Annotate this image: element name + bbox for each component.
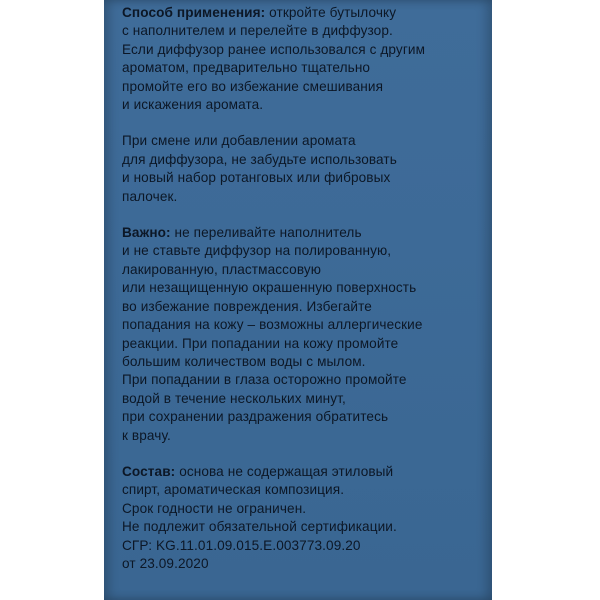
- warning-heading: Важно:: [122, 225, 171, 241]
- text-line: во избежание повреждения. Избегайте: [122, 298, 372, 314]
- text-line: промойте его во избежание смешивания: [122, 78, 384, 94]
- text-line: Способ применения: откройте бутылочку: [122, 5, 397, 20]
- text-line: при сохранении раздражения обратитесь: [122, 409, 389, 425]
- text-line: и новый набор ротанговых или фибровых: [122, 170, 391, 186]
- text-line: Если диффузор ранее использовался с другим: [122, 41, 426, 57]
- text-line: Важно: не переливайте наполнитель: [122, 225, 362, 241]
- text-line: Не подлежит обязательной сертификации.: [122, 519, 397, 535]
- refill-section: [122, 132, 482, 206]
- text-line: водой в течение нескольких минут,: [122, 390, 346, 406]
- text-line: и не ставьте диффузор на полированную,: [122, 243, 392, 259]
- text-line: палочек.: [122, 188, 178, 204]
- text-line: Срок годности не ограничен.: [122, 500, 307, 516]
- text-line: к врачу.: [122, 427, 171, 443]
- text-line: Состав: основа не содержащая этиловый: [122, 463, 394, 479]
- text-line: лакированную, пластмассовую: [122, 261, 322, 277]
- registration-date: от 23.09.2020: [122, 555, 209, 571]
- composition-heading: Состав:: [122, 463, 176, 479]
- warning-section: [122, 224, 482, 445]
- text-line: реакции. При попадании на кожу промойте: [122, 335, 399, 351]
- text-line: с наполнителем и перелейте в диффузор.: [122, 23, 393, 39]
- usage-heading: Способ применения:: [122, 5, 266, 20]
- text-line: спирт, ароматическая композиция.: [122, 482, 345, 498]
- text-line: ароматом, предварительно тщательно: [122, 60, 371, 76]
- label-text: [122, 4, 482, 591]
- text-line: для диффузора, не забудьте использовать: [122, 151, 397, 167]
- composition-section: [122, 463, 482, 573]
- text-line: попадания на кожу – возможны аллергические: [122, 317, 423, 333]
- text-line: При смене или добавлении аромата: [122, 133, 356, 149]
- usage-section: [122, 4, 482, 114]
- text-line: большим количеством воды с мылом.: [122, 353, 366, 369]
- text-line: или незащищенную окрашенную поверхность: [122, 280, 417, 296]
- text-line: и искажения аромата.: [122, 97, 264, 113]
- registration-number: СГР: KG.11.01.09.015.Е.003773.09.20: [122, 537, 361, 553]
- text-line: При попадании в глаза осторожно промойте: [122, 372, 407, 388]
